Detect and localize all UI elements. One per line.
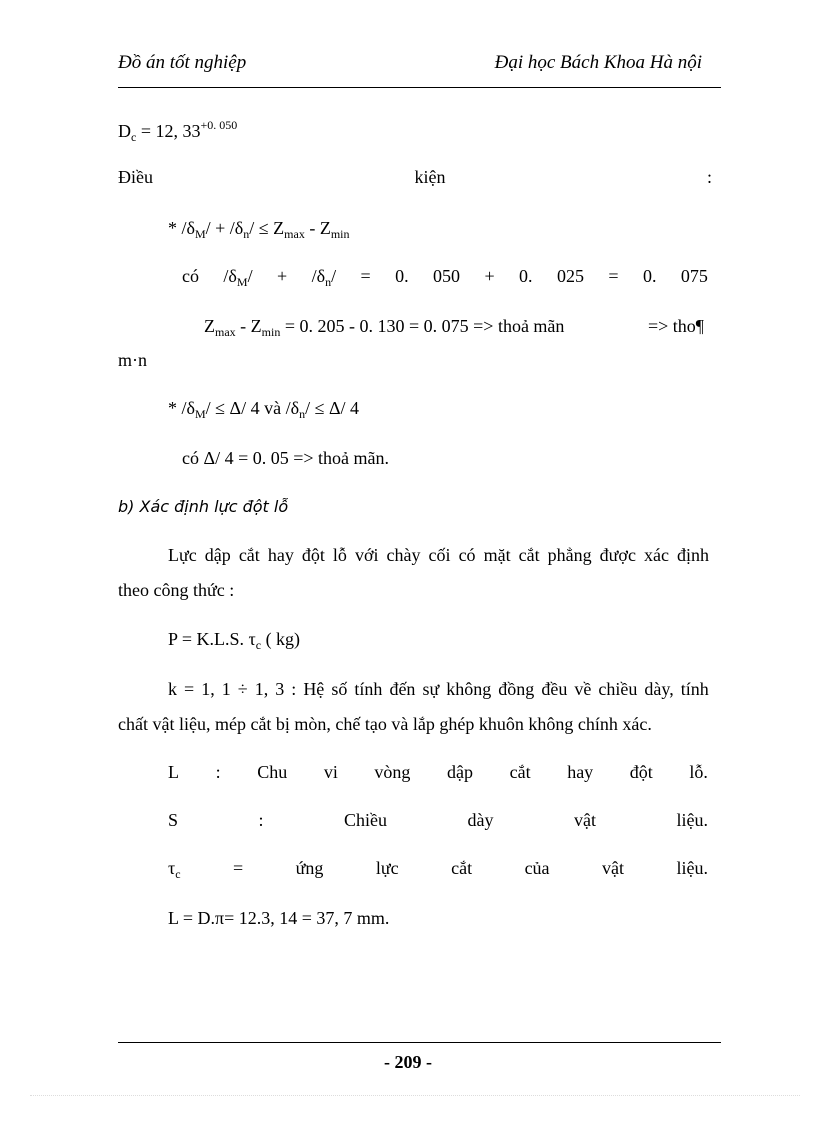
header-left: Đồ án tốt nghiệp <box>118 52 247 73</box>
z-calculation: $Z_{max} - Z_{min} = 0$. 205 - 0. 130 = 0. 075 => thoả mãn <box>204 316 565 339</box>
garbled-text: m·n <box>118 350 147 370</box>
k-definition-line-2: chất vật liệu, mép cắt bị mòn, chế tạo và lắp ghép khuôn không chính xác. <box>118 714 652 734</box>
condition-heading: Điều kiện : <box>118 167 712 187</box>
force-formula: P = K.L.S. $\tau_c$ ( kg) <box>168 629 301 652</box>
header-rule <box>118 87 721 88</box>
tau-definition: $\tau_c$ = ứng lực cắt của vật liệu. <box>168 858 708 881</box>
L-calculation: L = D.π= 12.3, 14 = 37, 7 mm. <box>168 908 390 928</box>
check-1: có $/\delta_M/$ + $/\delta_n/$ = 0. 050 + 0. 025 = 0. 075 <box>182 266 708 289</box>
footer-rule <box>118 1042 721 1043</box>
L-definition: L : Chu vi vòng dập cắt hay đột lỗ. <box>168 762 708 782</box>
section-heading-b: b) Xác định lực đột lỗ <box>118 497 289 516</box>
condition-1: * $/\delta_M/ + /\delta_n/ \le Z_{max} - Z_{min}$ <box>168 218 350 241</box>
z-calculation-tail: => tho¶ <box>648 316 704 336</box>
header-right: Đại học Bách Khoa Hà nội <box>494 52 702 73</box>
k-definition-line-1: k = 1, 1 ÷ 1, 3 : Hệ số tính đến sự không đồng đều về chiều dày, tính <box>168 679 709 699</box>
paragraph-1-line-1: Lực dập cắt hay đột lỗ với chày cối có mặt cắt phẳng được xác định <box>168 545 709 565</box>
page-edge-dots <box>30 1095 800 1096</box>
condition-2: * $/\delta_M/ \le \Delta/$ 4 và $/\delta_n/ \le \Delta/$ 4 <box>168 398 360 421</box>
paragraph-1-line-2: theo công thức : <box>118 580 235 600</box>
dc-line: $D_c = 12$, $33^{+0. 050}$ <box>118 118 238 144</box>
page-number: - 209 - <box>384 1052 432 1072</box>
S-definition: S : Chiều dày vật liệu. <box>168 810 708 830</box>
check-2: có Δ/ 4 = 0. 05 => thoả mãn. <box>182 448 389 468</box>
